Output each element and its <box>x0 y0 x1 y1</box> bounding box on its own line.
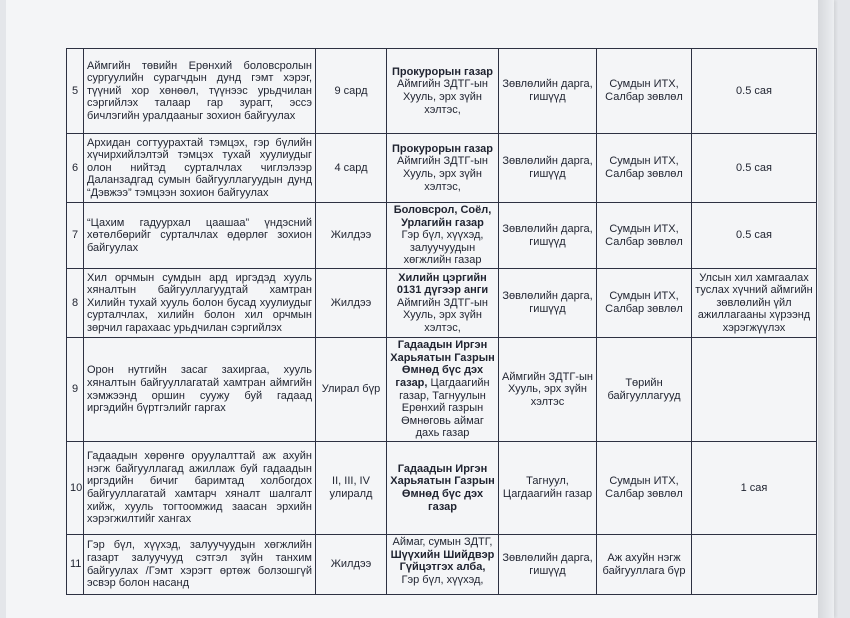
timeframe: Улирал бүр <box>316 338 387 442</box>
responsible-org-lead: Прокурорын газар <box>391 142 494 155</box>
responsible-org <box>387 338 499 442</box>
oversight: Аймгийн ЗДТГ-ын Хууль, эрх зүйн хэлтэс <box>499 338 597 442</box>
partners: Сумдын ИТХ, Салбар зөвлөл <box>597 442 692 535</box>
activity-description: Гэр бүл, хүүхэд, залуучуудын хөгжлийн газарт залуучууд сэтгэл зүйн танхим байгуулах /Гэмт хэрэгт өртөж болзошгүй эсвэр болон насанд <box>84 535 316 595</box>
row-number: 7 <box>67 203 84 269</box>
responsible-org-lead: Гадаадын Иргэн Харьяатын Газрын Өмнөд бүс дэх газар, <box>390 339 495 389</box>
responsible-org-lead: Боловсрол, Соёл, Урлагийн газар <box>393 204 492 229</box>
partners: Сумдын ИТХ, Салбар зөвлөл <box>597 269 692 338</box>
responsible-org-support: Аймгийн ЗДТГ-ын Хууль, эрх зүйн хэлтэс, <box>397 296 488 334</box>
table-row <box>67 134 817 203</box>
budget: 1 сая <box>692 442 817 535</box>
budget: 0.5 сая <box>692 203 817 269</box>
partners: Сумдын ИТХ, Салбар зөвлөл <box>597 134 692 203</box>
oversight: Зөвлөлийн дарга, гишүүд <box>499 535 597 595</box>
activity-description: “Цахим гадуурхал цаашаа” үндэсний хөтөлбөрийг сурталчлах өдөрлөг зохион байгуулах <box>84 203 316 269</box>
oversight: Зөвлөлийн дарга, гишүүд <box>499 134 597 203</box>
row-number: 6 <box>67 134 84 203</box>
responsible-org-support: Цагдаагийн газар, Тагнуулын Ерөнхий газрын Өмнөговь аймаг дахь газар <box>399 376 490 440</box>
timeframe: Жилдээ <box>316 535 387 595</box>
table-row <box>67 49 817 134</box>
timeframe: Жилдээ <box>316 203 387 269</box>
activity-description: Архидан согтуурахтай тэмцэх, гэр бүлийн хүчирхийлэлтэй тэмцэх тухай хуулиудыг олон нийтэд сурталчлах чиглэлээр Даланзадгад сумын байгууллагуудын дунд “Дэвжээ” тэмцээн зохион байгуулах <box>84 134 316 203</box>
oversight: Тагнуул, Цагдаагийн газар <box>499 442 597 535</box>
responsible-org-support: Гэр бүл, хүүхэд, <box>401 573 484 586</box>
responsible-org-support: Гэр бүл, хүүхэд, залуучуудын хөгжлийн газар <box>401 229 484 267</box>
timeframe: 9 сард <box>316 49 387 134</box>
row-number: 8 <box>67 269 84 338</box>
row-number: 11 <box>67 535 84 595</box>
row-number: 10 <box>67 442 84 535</box>
responsible-org <box>387 134 499 203</box>
responsible-org-lead: Шүүхийн Шийдвэр Гүйцэтгэх алба, <box>390 548 495 574</box>
timeframe: II, III, IV улиралд <box>316 442 387 535</box>
table-row <box>67 442 817 535</box>
partners: Аж ахуйн нэгж байгууллага бүр <box>597 535 692 595</box>
responsible-org <box>387 203 499 269</box>
table-row <box>67 269 817 338</box>
budget <box>692 535 817 595</box>
budget <box>692 338 817 442</box>
activity-description: Орон нутгийн засаг захиргаа, хууль хяналтын байгууллагатай хамтран аймгийн хэмжээнд оршин суужу буй гадаад иргэдийн бүртгэлийг гаргах <box>84 338 316 442</box>
budget: 0.5 сая <box>692 49 817 134</box>
timeframe: Жилдээ <box>316 269 387 338</box>
table-row <box>67 203 817 269</box>
partners: Сумдын ИТХ, Салбар зөвлөл <box>597 49 692 134</box>
responsible-org-lead: Гадаадын Иргэн Харьяатын Газрын Өмнөд бүс дэх газар <box>390 462 495 513</box>
action-plan-table <box>66 48 817 595</box>
oversight: Зөвлөлийн дарга, гишүүд <box>499 269 597 338</box>
responsible-org <box>387 49 499 134</box>
table-row <box>67 535 817 595</box>
responsible-org-lead: Прокурорын газар <box>391 65 494 78</box>
activity-description: Хил орчмын сумдын ард иргэдэд хууль хяналтын байгууллагуудтай хамтран Хилийн тухай хууль болон бусад хуулиудыг сурталчлах, хилийн болон хил орчмын зөрчил гарахаас урьдчилан сэргийлэх <box>84 269 316 338</box>
activity-description: Гадаадын хөрөнгө оруулалттай аж ахуйн нэгж байгууллагад ажиллаж буй гадаадын иргэдийн бичиг баримтад холбогдох байгууллагатай хамтарч хяналт шалгалт хийж, хууль тогтоомжид заасан эрхийн хэрэгжилтийг хангах <box>84 442 316 535</box>
partners: Сумдын ИТХ, Салбар зөвлөл <box>597 203 692 269</box>
table-row <box>67 338 817 442</box>
responsible-org-lead: Хилийн цэргийн 0131 дүгээр анги <box>396 271 489 297</box>
timeframe: 4 сард <box>316 134 387 203</box>
activity-description: Аймгийн төвийн Ерөнхий боловсролын сургуулийн сурагчдын дунд гэмт хэрэг, түүний хор хөнөөл, түүнээс урьдчилан сэргийлэх талаар гар зурагт, эссэ бичлэгийн уралдааныг зохион байгуулах <box>84 49 316 134</box>
oversight: Зөвлөлийн дарга, гишүүд <box>499 203 597 269</box>
row-number: 9 <box>67 338 84 442</box>
responsible-org <box>387 535 499 595</box>
oversight: Зөвлөлийн дарга, гишүүд <box>499 49 597 134</box>
responsible-org <box>387 442 499 535</box>
partners: Төрийн байгууллагууд <box>597 338 692 442</box>
budget: Улсын хил хамгаалах туслах хүчний аймгийн зөвлөлийн үйл ажиллагааны хүрээнд хэрэгжүүлэх <box>692 269 817 338</box>
row-number: 5 <box>67 49 84 134</box>
budget: 0.5 сая <box>692 134 817 203</box>
responsible-org-admin: Аймаг, сумын ЗДТГ, <box>392 536 493 548</box>
responsible-org-support: Аймгийн ЗДТГ-ын Хууль, эрх зүйн хэлтэс, <box>397 155 488 193</box>
page-edge-shadow <box>818 0 834 618</box>
responsible-org <box>387 269 499 338</box>
responsible-org-support: Аймгийн ЗДТГ-ын Хууль, эрх зүйн хэлтэс, <box>397 78 488 116</box>
